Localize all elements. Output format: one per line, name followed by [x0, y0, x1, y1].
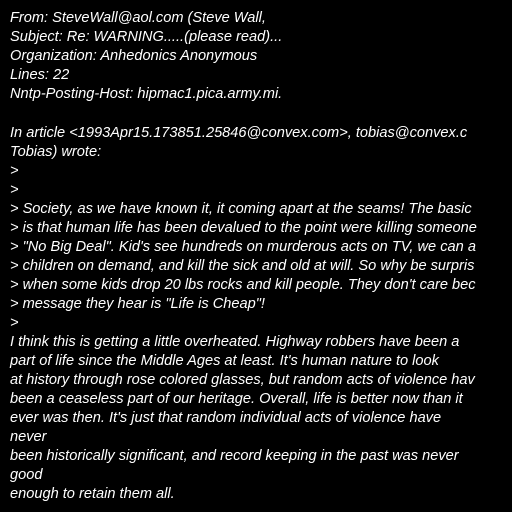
- reply-line: good: [10, 467, 43, 483]
- reply-line: never: [10, 429, 47, 445]
- header-lines: Lines: 22: [10, 67, 70, 83]
- reply-line: ever was then. It's just that random individual acts of violence have: [10, 410, 442, 426]
- quoted-line: > Society, as we have known it, it coming apart at the seams! The basic: [10, 201, 472, 217]
- quoted-line: >: [10, 315, 19, 331]
- reply-line: enough to retain them all.: [10, 486, 175, 502]
- reply-line: part of life since the Middle Ages at least. It's human nature to look: [10, 353, 439, 369]
- quoted-line: > "No Big Deal". Kid's see hundreds on murderous acts on TV, we can a: [10, 239, 476, 255]
- reply-line: been a ceaseless part of our heritage. Overall, life is better now than it: [10, 391, 463, 407]
- reply-line: I think this is getting a little overheated. Highway robbers have been a: [10, 334, 460, 350]
- attribution-line: Tobias) wrote:: [10, 144, 102, 160]
- quoted-line: > message they hear is "Life is Cheap"!: [10, 296, 265, 312]
- quoted-line: >: [10, 163, 19, 179]
- header-nntp-posting-host: Nntp-Posting-Host: hipmac1.pica.army.mi.: [10, 86, 283, 102]
- header-subject: Subject: Re: WARNING.....(please read)...: [10, 29, 283, 45]
- quoted-line: > when some kids drop 20 lbs rocks and kill people. They don't care bec: [10, 277, 476, 293]
- attribution-line: In article <1993Apr15.173851.25846@convex.com>, tobias@convex.c: [10, 125, 468, 141]
- reply-line: been historically significant, and record keeping in the past was never: [10, 448, 459, 464]
- quoted-line: >: [10, 182, 19, 198]
- quoted-line: > children on demand, and kill the sick and old at will. So why be surpris: [10, 258, 475, 274]
- header-organization: Organization: Anhedonics Anonymous: [10, 48, 258, 64]
- reply-line: at history through rose colored glasses, but random acts of violence hav: [10, 372, 475, 388]
- quoted-line: > is that human life has been devalued to the point were killing someone: [10, 220, 477, 236]
- header-from: From: SteveWall@aol.com (Steve Wall,: [10, 10, 266, 26]
